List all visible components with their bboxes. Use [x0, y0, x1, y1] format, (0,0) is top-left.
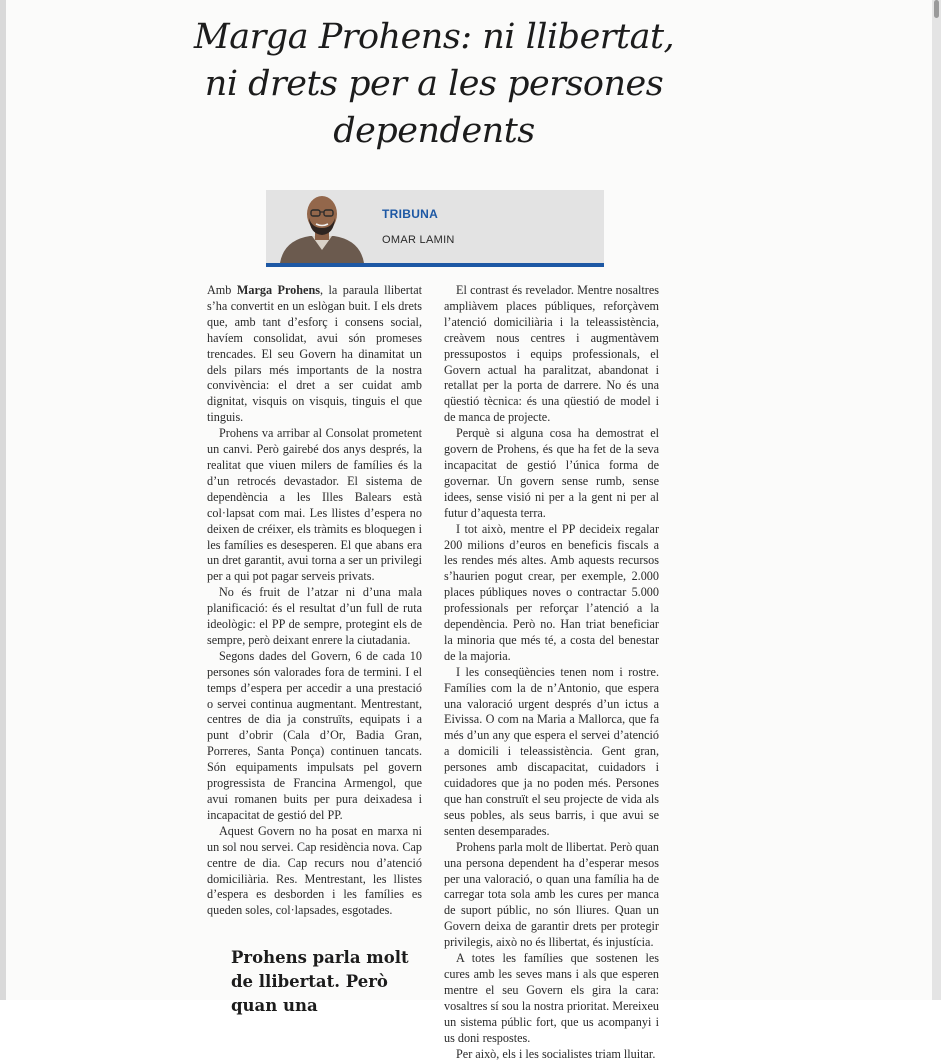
author-name: OMAR LAMIN: [382, 234, 455, 246]
lead-name: Marga Prohens: [237, 283, 320, 297]
scrollbar[interactable]: [932, 0, 941, 1000]
paragraph: Aquest Govern no ha posat en marxa ni un sol nou servei. Cap residència nova. Cap centre de dia. Cap recurs nou d’atenció domiciliària. Res. Mentrestant, les llistes d’espera es desborden i les famílies es queden soles, col·lapsades, esgotades.: [207, 824, 422, 919]
paragraph: A totes les famílies que sostenen les cures amb les seves mans i als que esperen mentre el seu Govern els gira la cara: vosaltres sí sou la nostra prioritat. Mereixeu un sistema públic fort, que us acompanyi i us doni respostes.: [444, 951, 659, 1046]
byline-box: [266, 190, 604, 267]
pull-quote: Prohens parla molt de llibertat. Però quan una: [231, 946, 431, 1018]
paragraph: I tot això, mentre el PP decideix regalar 200 milions d’euros en beneficis fiscals a les rendes més altes. Amb aquests recursos s’haurien pogut crear, per exemple, 2.000 places públiques noves o contractar 5.000 professionals per reforçar l’atenció a la dependència. Però no. Han triat beneficiar la minoria que més té, a costa del benestar de la majoria.: [444, 522, 659, 665]
paragraph: I les conseqüències tenen nom i rostre. Famílies com la de n’Antonio, que espera una valoració urgent després d’un ictus a Eivissa. O com na Maria a Mallorca, que fa més d’un any que espera el servei d’atenció a domicili i teleassistència. Gent gran, persones amb discapacitat, cuidadors i cuidadores que ja no poden més. Persones que han construït el seu projecte de vida als seus pobles, als seus barris, i que avui se senten desemparades.: [444, 665, 659, 840]
scrollbar-thumb[interactable]: [934, 0, 939, 18]
paragraph: No és fruit de l’atzar ni d’una mala planificació: és el resultat d’un full de ruta ideològic: el PP de sempre, protegint els de sempre, però deixant enrere la ciutadania.: [207, 585, 422, 649]
author-portrait-icon: [272, 190, 372, 263]
paragraph: Prohens va arribar al Consolat prometent un canvi. Però gairebé dos anys després, la realitat que viuen milers de famílies és la d’un retrocés devastador. El sistema de dependència a les Illes Balears està col·lapsat com mai. Les llistes d’espera no deixen de créixer, els tràmits es bloquegen i les famílies es desesperen. El que abans era un dret garantit, avui torna a ser un privilegi per a qui pot pagar serveis privats.: [207, 426, 422, 585]
paragraph: Amb Marga Prohens, la paraula llibertat s’ha convertit en un eslògan buit. I els drets que, amb tant d’esforç i consens social, havíem consolidat, avui són promeses trencades. El seu Govern ha dinamitat un dels pilars més importants de la nostra convivència: el dret a ser cuidat amb dignitat, visquis on visquis, tinguis el que tinguis.: [207, 283, 422, 426]
paragraph: El contrast és revelador. Mentre nosaltres ampliàvem places públiques, reforçàvem l’atenció domiciliària i la teleassistència, creàvem nous centres i augmentàvem pressupostos i equips professionals, el Govern actual ha paralitzat, abandonat i retallat per la porta de darrere. No és una qüestió tècnica: és una qüestió de model i de manca de projecte.: [444, 283, 659, 426]
paragraph: Perquè si alguna cosa ha demostrat el govern de Prohens, és que ha fet de la seva incapacitat de gestió l’única forma de governar. Un govern sense rumb, sense idees, sense visió ni per a la gent ni per al futur d’aquesta terra.: [444, 426, 659, 521]
paragraph: Prohens parla molt de llibertat. Però quan una persona dependent ha d’esperar mesos per una valoració, o quan una família ha de carregar tota sola amb les cures per manca de suport públic, no són lliures. Quan un Govern deixa de garantir drets per protegir privilegis, això no és llibertat, és injustícia.: [444, 840, 659, 951]
paragraph: Per això, els i les socialistes triam lluitar.: [444, 1047, 659, 1062]
article-column-right: [444, 283, 659, 1000]
paragraph: Segons dades del Govern, 6 de cada 10 persones són valorades fora de termini. I el temps d’espera per accedir a una prestació o servei continua augmentant. Mentrestant, centres de dia ja construïts, equipats i a punt d’obrir (Cala d’Or, Badia Gran, Porreres, Santa Ponça) continuen tancats. Són equipaments impulsats pel govern progressista de Francina Armengol, que avui romanen buits per pura deixadesa i incapacitat de gestió del PP.: [207, 649, 422, 824]
article-column-left: [207, 283, 422, 848]
article-headline: Marga Prohens: ni llibertat, ni drets per a les persones dependents: [190, 14, 678, 155]
section-label: TRIBUNA: [382, 207, 438, 221]
author-photo: [272, 190, 372, 263]
